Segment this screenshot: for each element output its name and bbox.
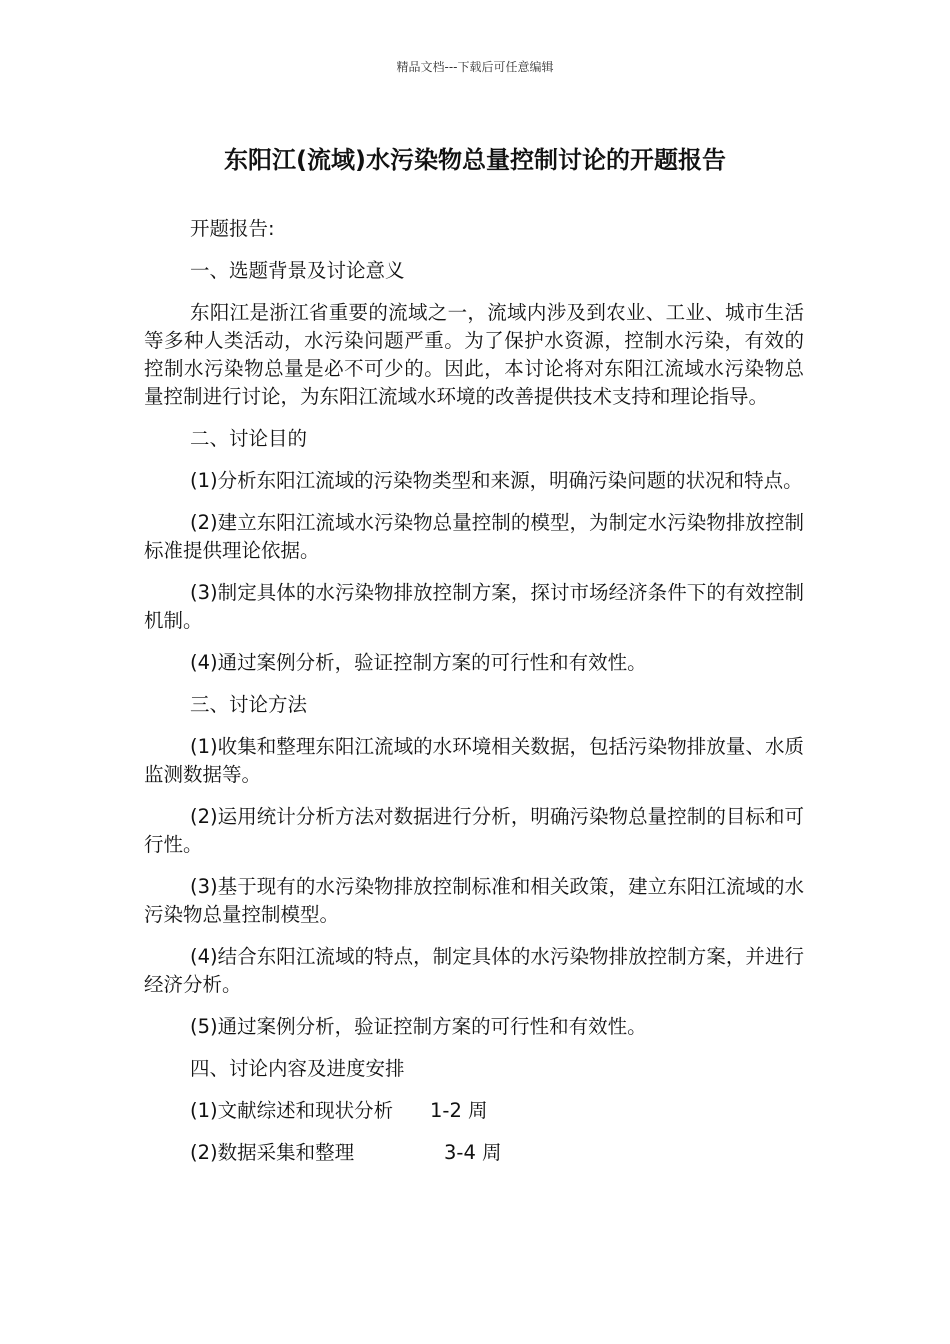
- section-heading-schedule: 四、讨论内容及进度安排: [190, 1057, 405, 1080]
- header-note: 精品文档---下载后可任意编辑: [396, 60, 554, 74]
- schedule-row: [144, 1139, 804, 1167]
- method-item: (1)收集和整理东阳江流域的水环境相关数据，包括污染物排放量、水质监测数据等。: [144, 735, 804, 786]
- objective-item: (4)通过案例分析，验证控制方案的可行性和有效性。: [190, 651, 647, 674]
- objective-item: (3)制定具体的水污染物排放控制方案，探讨市场经济条件下的有效控制机制。: [144, 581, 804, 632]
- method-item: (3)基于现有的水污染物排放控制标准和相关政策，建立东阳江流域的水污染物总量控制模型。: [144, 875, 804, 926]
- method-item: (5)通过案例分析，验证控制方案的可行性和有效性。: [190, 1015, 647, 1038]
- section-heading-objectives: 二、讨论目的: [190, 427, 308, 450]
- schedule-task: (1)文献综述和现状分析: [190, 1099, 394, 1122]
- objective-item: (1)分析东阳江流域的污染物类型和来源，明确污染问题的状况和特点。: [190, 469, 803, 492]
- objective-item: (2)建立东阳江流域水污染物总量控制的模型，为制定水污染物排放控制标准提供理论依据。: [144, 511, 804, 562]
- method-item: (4)结合东阳江流域的特点，制定具体的水污染物排放控制方案，并进行经济分析。: [144, 945, 804, 996]
- background-paragraph: 东阳江是浙江省重要的流域之一，流域内涉及到农业、工业、城市生活等多种人类活动，水污染问题严重。为了保护水资源，控制水污染，有效的控制水污染物总量是必不可少的。因此，本讨论将对东阳江流域水污染物总量控制进行讨论，为东阳江流域水环境的改善提供技术支持和理论指导。: [144, 301, 804, 408]
- document-title: 东阳江(流域)水污染物总量控制讨论的开题报告: [224, 146, 726, 174]
- schedule-weeks: 1-2 周: [430, 1099, 488, 1122]
- intro-label: 开题报告:: [190, 217, 275, 240]
- method-item: (2)运用统计分析方法对数据进行分析，明确污染物总量控制的目标和可行性。: [144, 805, 804, 856]
- section-heading-background: 一、选题背景及讨论意义: [190, 259, 405, 282]
- schedule-row: [144, 1097, 804, 1125]
- section-heading-methods: 三、讨论方法: [190, 693, 308, 716]
- document-body: [144, 215, 804, 1181]
- schedule-weeks: 3-4 周: [444, 1141, 502, 1164]
- schedule-task: (2)数据采集和整理: [190, 1141, 355, 1164]
